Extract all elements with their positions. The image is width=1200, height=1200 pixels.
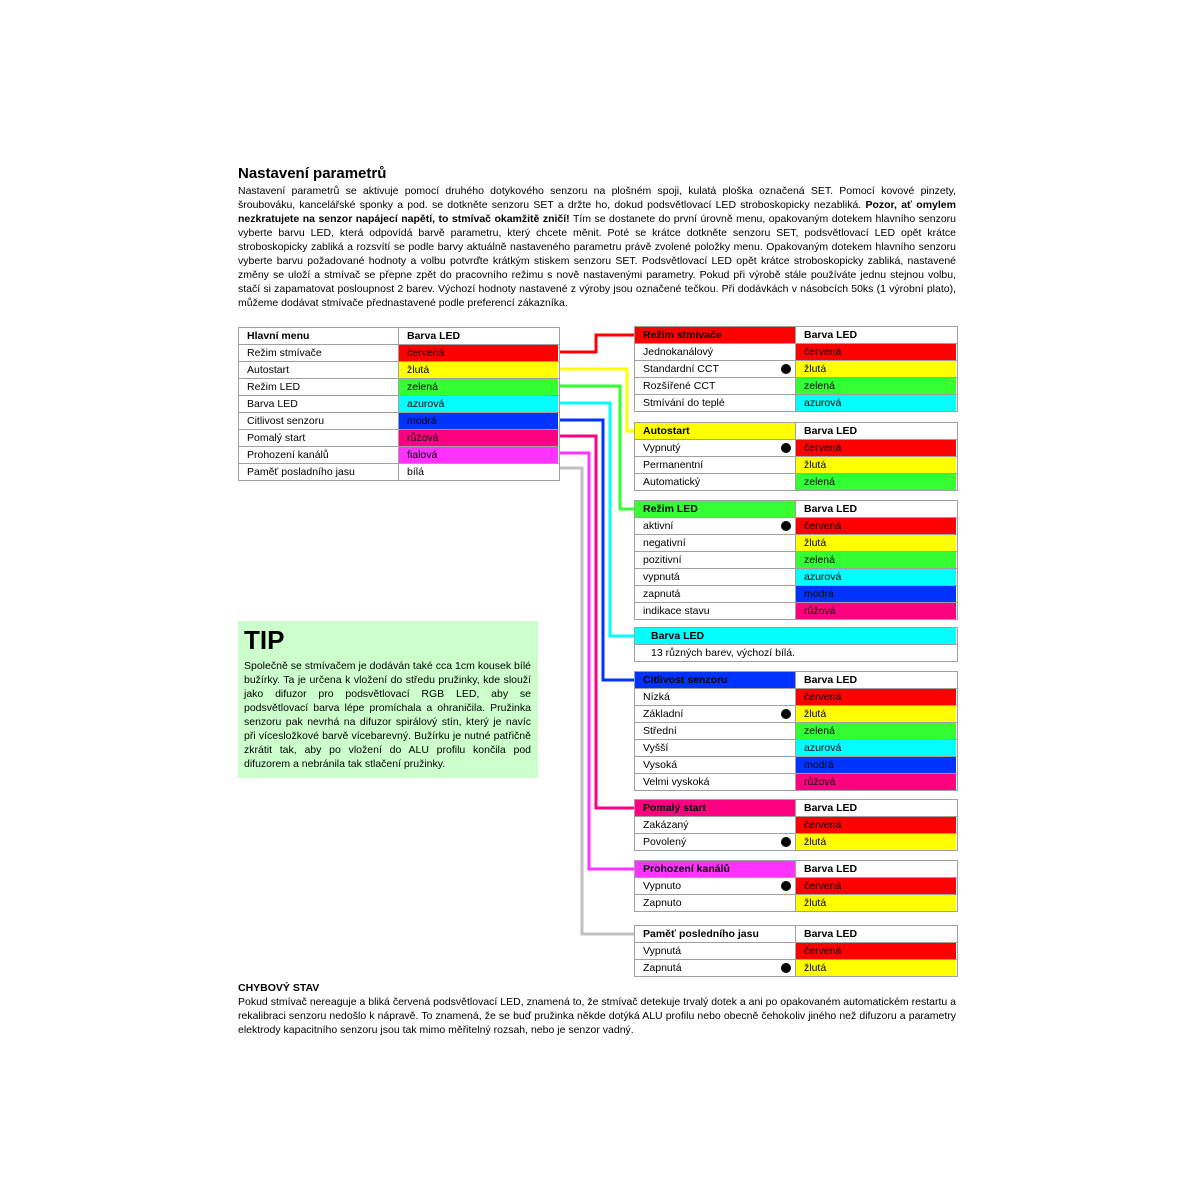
submenu-option-color: žlutá [796,834,956,850]
submenu-option-text: Standardní CCT [643,363,719,375]
default-dot-icon [781,709,791,719]
submenu-option-row [635,688,957,705]
submenu-option-color: žlutá [796,960,956,976]
submenu-option-text: Stmívání do teplé [643,397,725,409]
submenu-option-label [635,960,796,976]
main-menu-row [239,412,559,429]
submenu-option-label [635,552,796,568]
submenu-option-color: žlutá [796,361,956,377]
connector-autostart [558,369,634,431]
submenu-option-label [635,943,796,959]
submenu-option-color: azurová [796,395,956,411]
submenu-option-color: růžová [796,603,956,619]
main-menu-row [239,395,559,412]
submenu-option-row [635,394,957,411]
submenu-option-row [635,942,957,959]
submenu-value-header: Barva LED [804,503,858,515]
submenu-option-text: Vypnutý [643,442,681,454]
submenu-option-row [635,473,957,490]
submenu-option-label [635,757,796,773]
main-menu-header-label: Hlavní menu [239,328,399,344]
submenu-value-header: Barva LED [804,674,858,686]
main-menu-item-label: Prohození kanálů [239,447,399,463]
submenu-title: Paměť posledního jasu [635,926,796,942]
default-dot-icon [781,837,791,847]
submenu-header-row [635,327,957,343]
submenu-option-color: červená [796,878,956,894]
main-menu-item-color: červená [399,345,558,361]
submenu-option-row [635,756,957,773]
submenu-option-text: Vyšší [643,742,669,754]
submenu-table-pamet-posledniho-jasu [634,925,958,977]
submenu-header-row [635,926,957,942]
default-dot-icon [781,963,791,973]
submenu-option-color: růžová [796,774,956,790]
submenu-option-label [635,817,796,833]
submenu-option-row [635,705,957,722]
submenu-option-text: Střední [643,725,677,737]
submenu-option-text: Zapnutá [643,962,682,974]
submenu-option-text: aktivní [643,520,674,532]
main-menu-item-color: zelená [399,379,558,395]
submenu-option-label [635,689,796,705]
submenu-table-prohozeni-kanalu [634,860,958,912]
submenu-option-row [635,739,957,756]
submenu-option-color: zelená [796,474,956,490]
connector-pamet-jasu [558,468,634,934]
submenu-option-text: Jednokanálový [643,346,714,358]
submenu-option-label [635,378,796,394]
submenu-header-row [635,861,957,877]
submenu-option-label [635,457,796,473]
submenu-note-row [635,644,957,661]
submenu-option-color: žlutá [796,535,956,551]
main-menu-item-color: modrá [399,413,558,429]
submenu-option-text: Vypnutá [643,945,682,957]
submenu-option-label [635,586,796,602]
intro-warning: Pozor, ať omylem nezkratujete na senzor napájecí napětí, to stmívač okamžitě zničí! [238,199,956,225]
submenu-value-header: Barva LED [804,802,858,814]
main-menu-item-color: bílá [399,464,558,480]
main-menu-header-row [239,328,559,344]
main-menu-row [239,344,559,361]
tip-title: TIP [244,625,285,655]
submenu-option-label [635,603,796,619]
default-dot-icon [781,521,791,531]
submenu-option-color: červená [796,344,956,360]
submenu-option-row [635,894,957,911]
submenu-option-text: pozitivní [643,554,682,566]
submenu-option-text: Automatický [643,476,701,488]
connector-prohozeni-kanalu [558,453,634,869]
main-menu-row [239,361,559,378]
submenu-value-header: Barva LED [804,329,858,341]
submenu-option-color: zelená [796,552,956,568]
connector-rezim-led [558,386,634,509]
main-menu-row [239,463,559,480]
submenu-option-color: modrá [796,757,956,773]
submenu-option-text: vypnutá [643,571,680,583]
submenu-table-rezim-led [634,500,958,620]
submenu-value-header: Barva LED [804,425,858,437]
submenu-table-citlivost-senzoru [634,671,958,791]
submenu-option-row [635,773,957,790]
submenu-option-color: žlutá [796,895,956,911]
submenu-option-label [635,344,796,360]
submenu-table-autostart [634,422,958,491]
main-menu-item-color: fialová [399,447,558,463]
submenu-option-color: červená [796,817,956,833]
submenu-option-color: zelená [796,378,956,394]
submenu-table-pomaly-start [634,799,958,851]
submenu-option-text: Rozšířené CCT [643,380,716,392]
connector-barva-led [558,403,634,636]
submenu-header-row [635,628,957,644]
submenu-title: Citlivost senzoru [635,672,796,688]
submenu-option-color: modrá [796,586,956,602]
submenu-option-text: Velmi vyskoká [643,776,710,788]
main-menu-item-label: Citlivost senzoru [239,413,399,429]
default-dot-icon [781,881,791,891]
submenu-option-color: zelená [796,723,956,739]
connector-pomaly-start [558,436,634,808]
main-menu-item-label: Autostart [239,362,399,378]
submenu-option-color: žlutá [796,457,956,473]
main-menu-item-label: Režim stmívače [239,345,399,361]
main-menu-row [239,446,559,463]
submenu-option-color: červená [796,440,956,456]
error-state-text: Pokud stmívač nereaguje a bliká červená podsvětlovací LED, znamená to, že stmívač detekuje trvalý dotek a ani po opakovaném automatickém restartu a rekalibraci senzoru nedošlo k nápravě. To znamená, že se buď pružinka někde dotýká ALU profilu nebo obecně čehokoliv jiného než difuzoru a parametry elektrody kapacitního senzoru jsou tak mimo měřitelný rozsah, nebo je senzor vadný. [238,996,956,1036]
submenu-option-color: azurová [796,569,956,585]
submenu-title: Autostart [635,423,796,439]
submenu-option-label [635,723,796,739]
submenu-option-color: červená [796,943,956,959]
submenu-option-color: žlutá [796,706,956,722]
submenu-option-row [635,377,957,394]
submenu-option-row [635,551,957,568]
submenu-option-text: Povolený [643,836,687,848]
intro-paragraph [238,184,956,310]
submenu-table-barva-led [634,627,958,662]
main-menu-item-label: Paměť posladního jasu [239,464,399,480]
submenu-option-text: indikace stavu [643,605,710,617]
submenu-option-row [635,833,957,850]
submenu-option-label [635,895,796,911]
submenu-option-label [635,535,796,551]
submenu-option-text: Permanentní [643,459,704,471]
main-menu-item-color: azurová [399,396,558,412]
submenu-option-row [635,877,957,894]
submenu-option-text: negativní [643,537,686,549]
submenu-option-label [635,569,796,585]
submenu-option-text: Zakázaný [643,819,689,831]
submenu-option-label [635,740,796,756]
submenu-option-row [635,534,957,551]
submenu-option-color: azurová [796,740,956,756]
submenu-option-text: Vysoká [643,759,678,771]
submenu-header-row [635,423,957,439]
submenu-title: Barva LED [635,628,956,644]
submenu-option-label [635,395,796,411]
submenu-option-text: Zapnuto [643,897,682,909]
submenu-option-text: Vypnuto [643,880,682,892]
main-menu-item-color: růžová [399,430,558,446]
submenu-option-row [635,585,957,602]
submenu-header-row [635,800,957,816]
submenu-option-row [635,959,957,976]
submenu-option-row [635,517,957,534]
tip-box [238,621,538,778]
submenu-option-label [635,440,796,456]
connector-rezim-stmivace [558,335,634,352]
error-state-title: CHYBOVÝ STAV [238,982,320,994]
main-menu-header-color: Barva LED [407,330,461,342]
default-dot-icon [781,443,791,453]
submenu-table-rezim-stmivace [634,326,958,412]
submenu-option-row [635,722,957,739]
submenu-option-label [635,774,796,790]
main-menu-table [238,327,560,481]
submenu-option-row [635,360,957,377]
submenu-option-label [635,878,796,894]
submenu-title: Pomalý start [635,800,796,816]
main-menu-row [239,378,559,395]
submenu-option-label [635,361,796,377]
default-dot-icon [781,364,791,374]
submenu-value-header: Barva LED [804,928,858,940]
submenu-option-label [635,518,796,534]
main-menu-item-color: žlutá [399,362,558,378]
submenu-header-row [635,501,957,517]
submenu-option-row [635,343,957,360]
main-menu-row [239,429,559,446]
submenu-option-row [635,568,957,585]
submenu-option-text: Základní [643,708,684,720]
submenu-option-text: Nízká [643,691,670,703]
main-menu-item-label: Barva LED [239,396,399,412]
submenu-option-row [635,816,957,833]
submenu-value-header: Barva LED [804,863,858,875]
tip-text: Společně se stmívačem je dodáván také cca 1cm kousek bílé bužírky. Ta je určena k vložení do středu pružinky, kde slouží jako difuzor pro podsvětlovací RGB LED, aby se podsvětlovací barva lépe promíchala a ohraničila. Pružinka senzoru pak nevrhá na difuzor spirálový stín, který je navíc při vícesložkové barvě vícebarevný. Bužírku je nutné patřičně zkrátit tak, aby po vložení do ALU profilu končila pod difuzorem a nebránila tak stlačení pružinky. [244,660,531,770]
submenu-option-color: červená [796,518,956,534]
intro-text-1: Nastavení parametrů se aktivuje pomocí druhého dotykového senzoru na plošném spoji, kulatá ploška označená SET. Pomocí kovové pinzety, šroubováku, kancelářské sponky a pod. se dotkněte senzoru SET a držte ho, dokud podsvětlovací LED stroboskopicky nezabliká. [238,185,956,211]
submenu-note: 13 různých barev, výchozí bílá. [651,647,795,659]
main-menu-item-label: Režim LED [239,379,399,395]
submenu-option-row [635,439,957,456]
submenu-option-color: červená [796,689,956,705]
intro-text-2: Tím se dostanete do první úrovně menu, opakovaným dotekem hlavního senzoru vyberte barvu LED, která odpovídá barvě parametru, který chcete měnit. Poté se krátce dotkněte senzoru SET, podsvětlovací LED opět krátce stroboskopicky zabliká a rozsvítí se podle barvy aktuálně nastaveného parametru právě zvolené položky menu. Opakovaným dotekem hlavního senzoru vyberte barvu požadované hodnoty a volbu potvrďte krátkým stiskem senzoru SET. Podsvětlovací LED opět krátce stroboskopicky zabliká, nastavené změny se uloží a stmívač se přepne zpět do pracovního režimu s nově nastavenými parametry. Pokud při výrobě stále používáte jednu stejnou volbu, stačí si zapamatovat posloupnost 2 barev. Výchozí hodnoty nastavené z výroby jsou označené tečkou. Při dodávkách v násobcích 50ks (1 výrobní plato), můžeme dodávat stmívače přednastavené podle preferencí zákazníka. [238,213,956,309]
submenu-option-label [635,474,796,490]
connector-citlivost-senzoru [558,420,634,680]
submenu-title: Prohození kanálů [635,861,796,877]
submenu-option-text: zapnutá [643,588,681,600]
submenu-option-label [635,834,796,850]
page-title: Nastavení parametrů [238,165,387,182]
main-menu-item-label: Pomalý start [239,430,399,446]
submenu-option-label [635,706,796,722]
submenu-title: Režim stmívače [635,327,796,343]
submenu-option-row [635,456,957,473]
submenu-title: Režim LED [635,501,796,517]
submenu-header-row [635,672,957,688]
submenu-option-row [635,602,957,619]
